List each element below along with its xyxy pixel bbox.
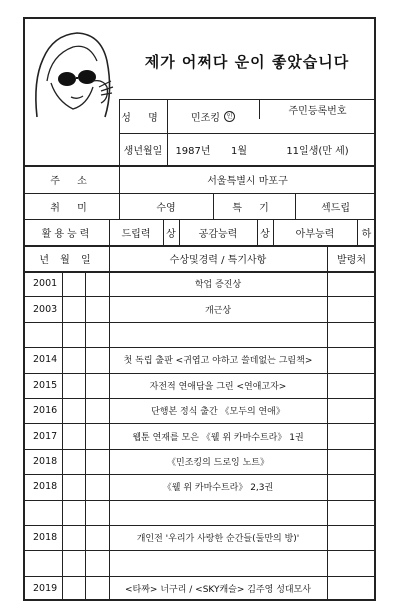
ability-3-grade: 하: [361, 228, 372, 240]
history-event: 자전적 연애담을 그린 <연애고자>: [149, 381, 287, 392]
history-year: 2001: [33, 278, 58, 290]
history-event: 웹툰 연재를 모은 《웰 위 카마수트라》 1권: [132, 432, 304, 443]
history-event: [109, 500, 327, 525]
rrn-label: 주민등록번호: [288, 105, 347, 117]
history-year: 2019: [33, 582, 58, 594]
history-event: [109, 322, 327, 347]
history-year-header: 년 월 일: [39, 254, 95, 266]
history-year: 2018: [33, 455, 58, 467]
ability-3-name: 아부능력: [295, 228, 335, 240]
birth-month: 1월: [230, 145, 248, 157]
name-label: 성 명: [121, 112, 165, 124]
history-year: 2018: [33, 532, 58, 544]
history-year: [25, 500, 70, 525]
history-year: 2016: [33, 405, 58, 417]
history-event: 《민조킹의 드로잉 노트》: [167, 457, 269, 468]
history-year: 2015: [33, 379, 58, 391]
ability-1-grade: 상: [166, 228, 176, 240]
hobby-value: 수영: [156, 202, 176, 214]
ability-label: 활용능력: [41, 228, 93, 240]
history-year: 2018: [33, 481, 58, 493]
portrait-illustration: [27, 21, 119, 120]
birth-label: 생년월일: [123, 145, 163, 157]
history-event: 첫 독립 출판 <귀엽고 야하고 쓸데없는 그림책>: [123, 356, 313, 367]
history-event: 학업 증진상: [194, 280, 242, 291]
birth-day: 11일생(만 세): [286, 145, 349, 157]
ability-2-name: 공감능력: [198, 228, 238, 240]
seal-stamp: 인: [224, 111, 235, 122]
column-rule: [85, 271, 86, 601]
ability-1-name: 드립력: [121, 228, 151, 240]
ability-2-grade: 상: [260, 228, 270, 240]
name-cell: [167, 99, 259, 133]
hobby-label: 취 미: [50, 202, 94, 214]
history-event: 개인전 '우리가 사랑한 순간들(둘만의 방)': [136, 534, 300, 545]
address-label: 주 소: [50, 175, 94, 187]
skill-value: 섹드립: [321, 202, 350, 214]
history-event: 개근상: [204, 305, 232, 316]
document-title: 제가 어쩌다 운이 좋았습니다: [144, 52, 350, 71]
history-issuer-header: 발령처: [337, 254, 366, 266]
history-event: 《웰 위 카마수트라》 2,3권: [162, 483, 274, 494]
name-value: 민조킹: [191, 112, 220, 124]
address-value: 서울특별시 마포구: [207, 175, 288, 187]
history-event: 단행본 정식 출간 《모두의 연애》: [151, 407, 285, 418]
history-year: [25, 322, 70, 347]
skill-label: 특 기: [232, 202, 276, 214]
history-year: [25, 550, 70, 575]
birth-year: 1987년: [175, 145, 211, 157]
history-year: 2003: [33, 303, 58, 315]
history-year: 2014: [33, 354, 58, 366]
history-event: <타짜> 너구리 / <SKY캐슬> 김주영 성대모사: [124, 584, 311, 595]
resume-sheet: [23, 17, 376, 601]
history-year: 2017: [33, 430, 58, 442]
history-event-header: 수상및경력 / 특기사항: [169, 254, 267, 266]
history-event: [109, 550, 327, 575]
